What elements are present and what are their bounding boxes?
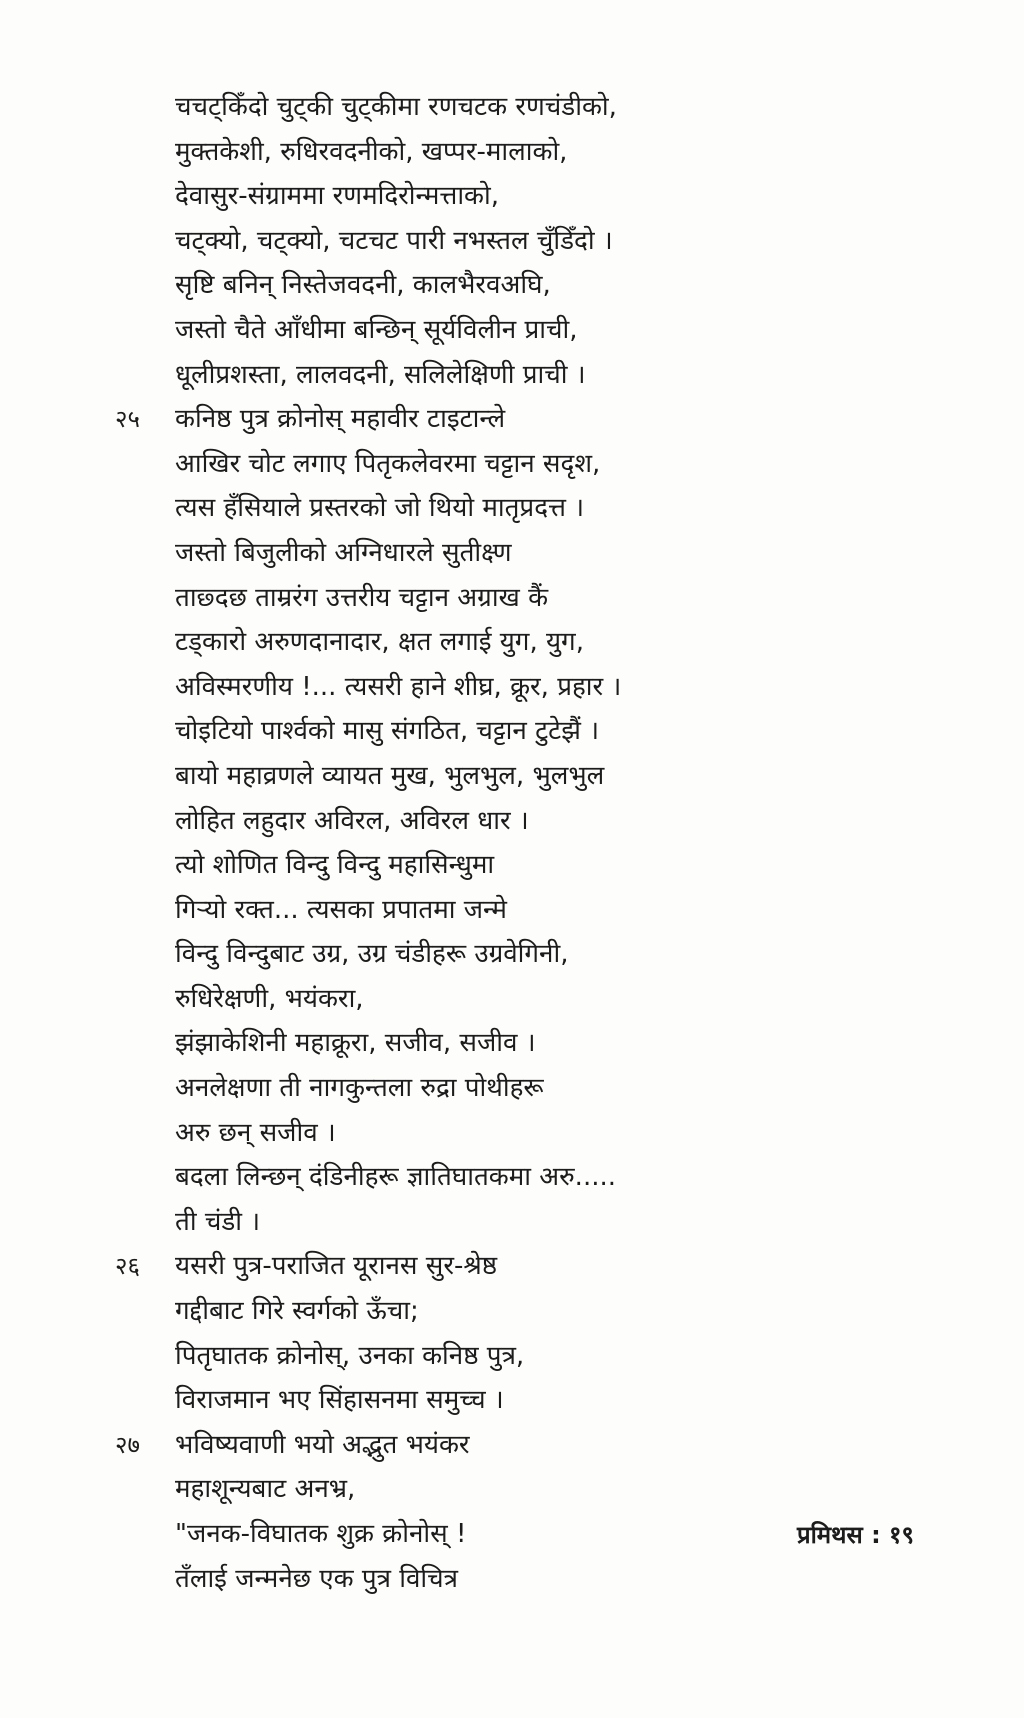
poem-line [115,977,995,1022]
line-text: ती चंडी । [175,1206,261,1237]
poem-line [115,130,995,175]
poem-line [115,1423,995,1468]
poem-line [115,353,995,398]
poem-line [115,1378,995,1423]
poem-body [115,85,995,1601]
line-text: त्यस हँसियाले प्रस्तरको जो थियो मातृप्रदत्त । [175,493,585,524]
line-text: गिऱ्यो रक्त... त्यसका प्रपातमा जन्मे [175,894,507,925]
poem-line [115,932,995,977]
poem-line [115,1155,995,1200]
line-text: कनिष्ठ पुत्र क्रोनोस् महावीर टाइटान्ले [175,404,506,435]
poem-line [115,1244,995,1289]
poem-line [115,1289,995,1334]
line-text: जस्तो चैते आँधीमा बन्छिन् सूर्यविलीन प्राची, [175,314,578,345]
poem-line [115,1467,995,1512]
poem-line [115,442,995,487]
poem-line [115,754,995,799]
line-text: चोइटियो पार्श्वको मासु संगठित, चट्टान टुटेझैं । [175,716,600,747]
poem-line [115,620,995,665]
line-text: बदला लिन्छन् दंडिनीहरू ज्ञातिघातकमा अरु..... [175,1162,617,1193]
poem-line [115,174,995,219]
stanza-number: २५ [115,405,140,434]
line-text: रुधिरेक्षणी, भयंकरा, [175,983,364,1014]
poem-line [115,843,995,888]
line-text: भविष्यवाणी भयो अद्भुत भयंकर [175,1429,470,1460]
line-text: बायो महाव्रणले व्यायत मुख, भुलभुल, भुलभुल [175,760,605,791]
poem-line [115,531,995,576]
line-text: यसरी पुत्र-पराजित यूरानस सुर-श्रेष्ठ [175,1251,498,1282]
line-text: अनलेक्षणा ती नागकुन्तला रुद्रा पोथीहरू [175,1073,544,1104]
line-text: तँलाई जन्मनेछ एक पुत्र विचित्र [175,1563,459,1594]
poem-line [115,888,995,933]
poem-line [115,219,995,264]
line-text: पितृघातक क्रोनोस्, उनका कनिष्ठ पुत्र, [175,1340,525,1371]
poem-line [115,799,995,844]
poem-line [115,1111,995,1156]
stanza-number: २७ [115,1430,140,1459]
line-text: धूलीप्रशस्ता, लालवदनी, सलिलेक्षिणी प्राची । [175,359,586,390]
poem-line [115,486,995,531]
page-footer: प्रमिथस : १९ [796,1521,914,1549]
poem-line [115,1021,995,1066]
line-text: गद्दीबाट गिरे स्वर्गको ऊँचा; [175,1296,419,1327]
line-text: "जनक-विघातक शुक्र क्रोनोस् ! [175,1519,467,1549]
line-text: ताछ्दछ ताम्ररंग उत्तरीय चट्टान अग्राख कैं [175,582,549,613]
line-text: चट्क्यो, चट्क्यो, चटचट पारी नभस्तल चुँडिँदो । [175,225,613,256]
line-text: महाशून्यबाट अनभ्र, [175,1474,356,1505]
line-text: झंझाकेशिनी महाक्रूरा, सजीव, सजीव । [175,1028,536,1059]
line-text: विराजमान भए सिंहासनमा समुच्च । [175,1385,504,1416]
line-text: त्यो शोणित विन्दु विन्दु महासिन्धुमा [175,850,495,881]
line-text: अविस्मरणीय !... त्यसरी हाने शीघ्र, क्रूर, प्रहार । [175,671,622,702]
poem-line [115,397,995,442]
line-text: देवासुर-संग्राममा रणमदिरोन्मत्ताको, [175,181,500,212]
line-text: लोहित लहुदार अविरल, अविरल धार । [175,805,529,836]
line-text: जस्तो बिजुलीको अग्निधारले सुतीक्ष्ण [175,537,512,568]
poem-line [115,665,995,710]
line-text: अरु छन् सजीव । [175,1117,336,1148]
poem-line [115,1557,995,1602]
line-text: टड्कारो अरुणदानादार, क्षत लगाई युग, युग, [175,627,584,658]
poem-line [115,85,995,130]
poem-line [115,1066,995,1111]
poem-line [115,308,995,353]
poem-line [115,263,995,308]
line-text: आखिर चोट लगाए पितृकलेवरमा चट्टान सदृश, [175,448,601,479]
poem-line [115,576,995,621]
poem-line [115,1200,995,1245]
poem-line [115,709,995,754]
poem-line [115,1334,995,1379]
line-text: विन्दु विन्दुबाट उग्र, उग्र चंडीहरू उग्रवेगिनी, [175,939,569,970]
stanza-number: २६ [115,1252,140,1281]
line-text: मुक्तकेशी, रुधिरवदनीको, खप्पर-मालाको, [175,136,568,167]
line-text: सृष्टि बनिन् निस्तेजवदनी, कालभैरवअघि, [175,270,551,301]
line-text: चचट्किँदो चुट्की चुट्कीमा रणचटक रणचंडीको, [175,92,617,122]
